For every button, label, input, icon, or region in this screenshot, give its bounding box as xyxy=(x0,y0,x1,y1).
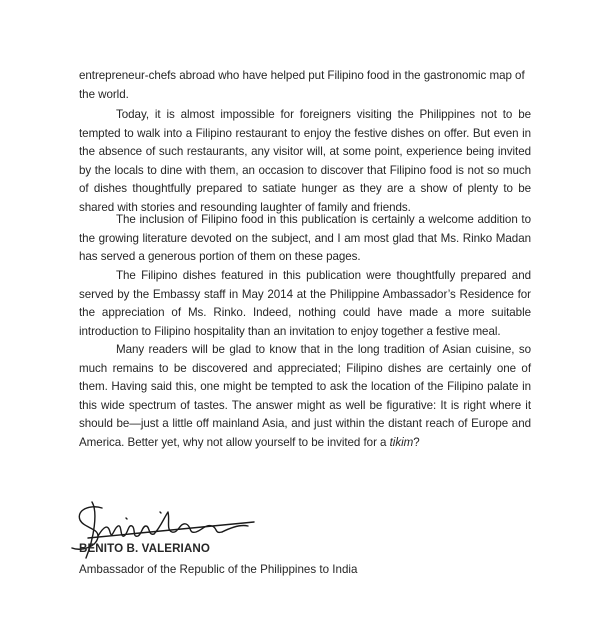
emphasis-tikim: tikim xyxy=(389,435,414,449)
paragraph-continuation: entrepreneur-chefs abroad who have helped put Filipino food in the gastronomic map of the world. xyxy=(79,69,525,101)
signatory-name: BENITO B. VALERIANO xyxy=(79,542,210,555)
paragraph-foreigners-visiting: Today, it is almost impossible for foreigners visiting the Philippines not to be tempted to walk into a Filipino restaurant to enjoy the festive dishes on offer. But even in the absence of such restaurants, any visitor will, at some point, experience being invited by the locals to dine with them, an occasion to discover that Filipino food is not so much of dishes thoughtfully prepared to satiate hunger as they are a show of plenty to be shared with stories and resounding laughter of family and friends. xyxy=(79,108,531,214)
signatory-title: Ambassador of the Republic of the Philippines to India xyxy=(79,563,358,576)
paragraph-embassy-staff: The Filipino dishes featured in this publication were thoughtfully prepared and served by the Embassy staff in May 2014 at the Philippine Ambassador’s Residence for the appreciation of Ms. Rinko. Indeed, nothing could have made a more suitable introduction to Filipino hospitality than an invitation to enjoy together a festive meal. xyxy=(79,269,531,338)
paragraph-text: Many readers will be glad to know that in the long tradition of Asian cuisine, so much remains to be discovered and appreciated; Filipino dishes are certainly one of them. Having said this, one might be tempted to ask the location of the Filipino palate in this wide spectrum of tastes. The answer might as well be figurative: It is right where it should be—just a little off mainland Asia, and just within the distant reach of Europe and America. Better yet, why not allow yourself to be invited for a xyxy=(79,343,531,449)
paragraph-inclusion: The inclusion of Filipino food in this publication is certainly a welcome addition to the growing literature devoted on the subject, and I am most glad that Ms. Rinko Madan has served a generous portion of them on these pages. xyxy=(79,213,531,264)
paragraph-asian-cuisine xyxy=(79,341,531,453)
paragraph-end: ? xyxy=(413,435,420,449)
